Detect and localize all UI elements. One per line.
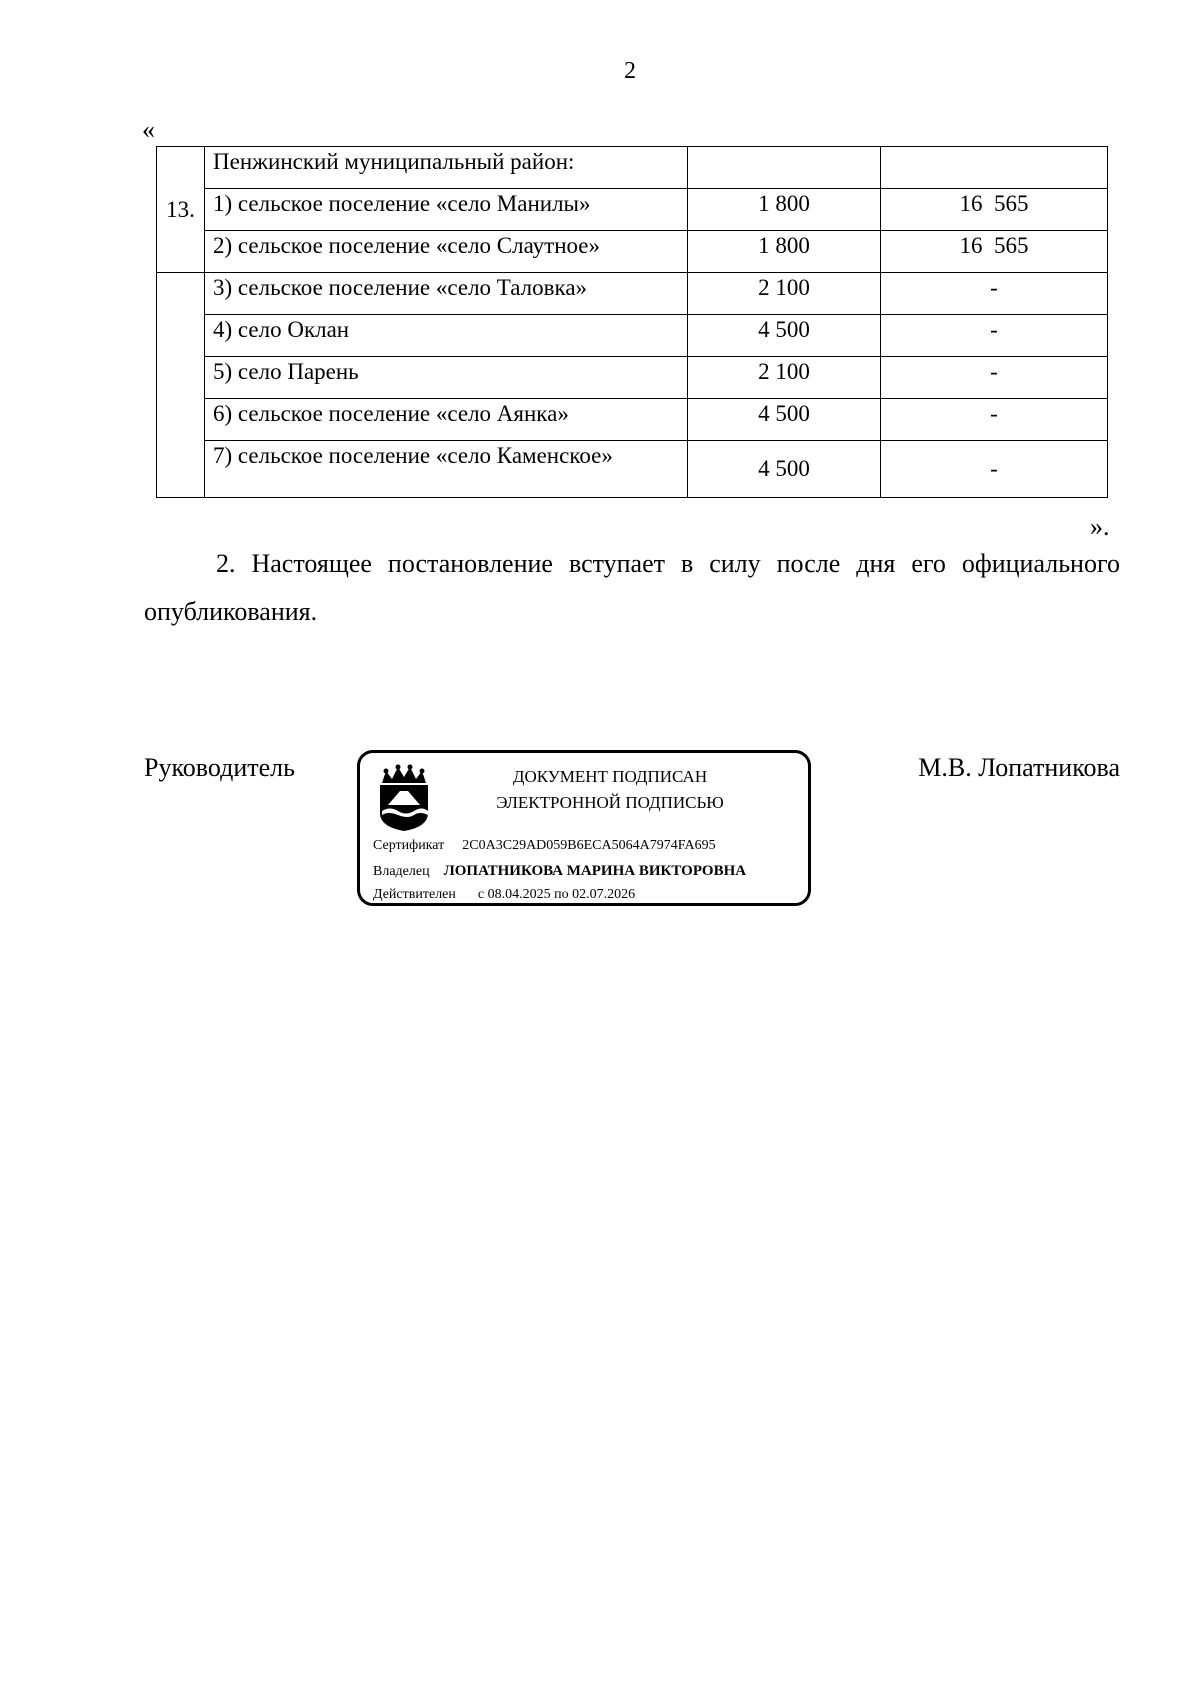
value2-cell: -: [881, 399, 1108, 441]
table-row: [157, 357, 1108, 399]
table-row: [157, 147, 1108, 189]
value2-cell: -: [881, 357, 1108, 399]
stamp-title: [460, 764, 760, 816]
settlement-name-cell: 7) сельское поселение «село Каменское»: [205, 441, 688, 498]
settlement-name-cell: 6) сельское поселение «село Аянка»: [205, 399, 688, 441]
owner-value: ЛОПАТНИКОВА МАРИНА ВИКТОРОВНА: [443, 863, 747, 879]
certificate-label: Сертификат: [373, 838, 445, 853]
electronic-signature-stamp: [357, 750, 811, 906]
certificate-value: 2C0A3C29AD059B6ECA5064A7974FA695: [462, 838, 716, 853]
group-number-cell: 13.: [157, 147, 205, 273]
allowance-table: [156, 146, 1108, 498]
value1-cell: 1 800: [688, 189, 881, 231]
stamp-title-line1: ДОКУМЕНТ ПОДПИСАН: [512, 767, 708, 786]
value2-cell: 16 565: [881, 189, 1108, 231]
table-row: [157, 399, 1108, 441]
settlement-name-cell: 5) село Парень: [205, 357, 688, 399]
value2-cell: [881, 147, 1108, 189]
close-quote: ».: [1090, 512, 1110, 541]
value2-cell: -: [881, 441, 1108, 498]
value1-cell: [688, 147, 881, 189]
value2-cell: -: [881, 315, 1108, 357]
value1-cell: 2 100: [688, 357, 881, 399]
table-row: [157, 273, 1108, 315]
stamp-owner-row: [373, 863, 746, 880]
settlement-name-cell: 4) село Оклан: [205, 315, 688, 357]
stamp-validity-row: [373, 887, 635, 903]
validity-value: с 08.04.2025 по 02.07.2026: [477, 887, 636, 902]
district-name-cell: Пенжинский муниципальный район:: [205, 147, 688, 189]
value1-cell: 1 800: [688, 231, 881, 273]
page-number: 2: [624, 58, 636, 84]
value1-cell: 4 500: [688, 399, 881, 441]
stamp-title-line2: ЭЛЕКТРОННОЙ ПОДПИСЬЮ: [496, 793, 724, 812]
value1-cell: 2 100: [688, 273, 881, 315]
table-row: [157, 441, 1108, 498]
value2-cell: -: [881, 273, 1108, 315]
owner-label: Владелец: [373, 864, 430, 879]
settlement-name-cell: 1) сельское поселение «село Манилы»: [205, 189, 688, 231]
settlement-name-cell: 3) сельское поселение «село Таловка»: [205, 273, 688, 315]
settlement-name-cell: 2) сельское поселение «село Слаутное»: [205, 231, 688, 273]
table-row: [157, 315, 1108, 357]
value1-cell: 4 500: [688, 315, 881, 357]
validity-label: Действителен: [373, 887, 456, 902]
table-row: [157, 231, 1108, 273]
open-quote: «: [142, 115, 155, 144]
signer-name: М.В. Лопатникова: [918, 753, 1120, 782]
value1-cell: 4 500: [688, 441, 881, 498]
kamchatka-coat-of-arms-icon: [374, 761, 434, 833]
value2-cell: 16 565: [881, 231, 1108, 273]
table-row: [157, 189, 1108, 231]
signer-role: Руководитель: [144, 753, 295, 782]
stamp-certificate-row: [373, 838, 716, 854]
effective-date-paragraph: 2. Настоящее постановление вступает в силу после дня его официального опубликования.: [144, 549, 1120, 626]
group-number-cell-empty: [157, 273, 205, 498]
